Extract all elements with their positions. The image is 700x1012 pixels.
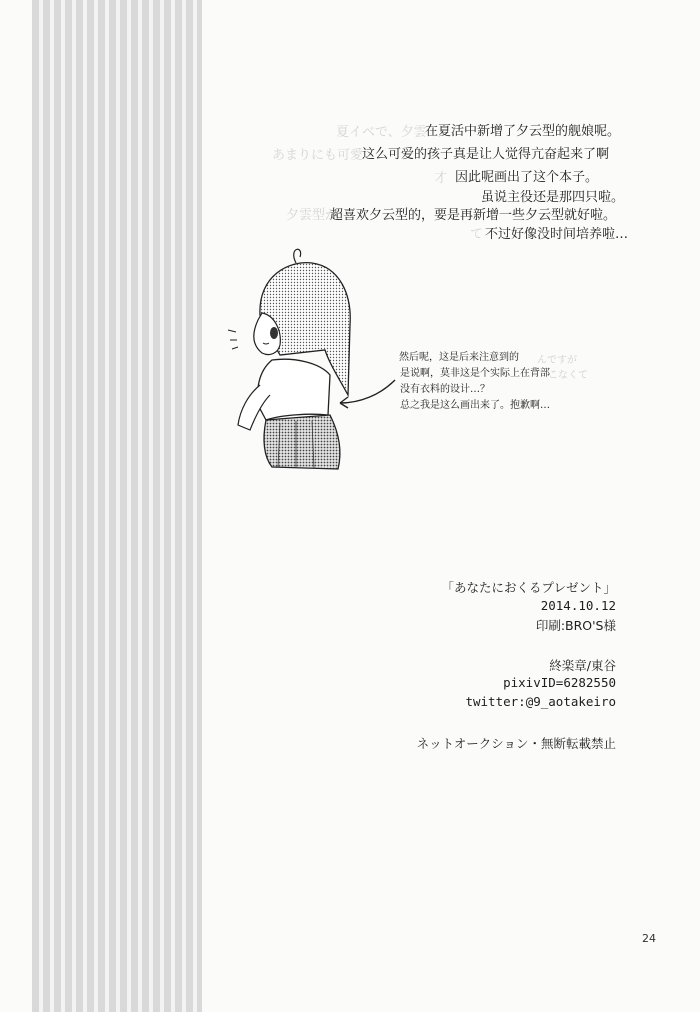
annotation-faint-1: んですが xyxy=(537,355,577,366)
afterword-line-4: 虽说主役还是那四只啦。 xyxy=(481,190,625,205)
decorative-stripe-band xyxy=(32,0,202,1012)
page-number: 24 xyxy=(642,932,656,945)
publication-date: 2014.10.12 xyxy=(540,598,616,613)
chibi-character-illustration xyxy=(200,245,410,480)
annotation-faint-2: こなくて xyxy=(548,370,588,381)
annotation-line-1: 然后呢，这是后来注意到的 xyxy=(399,352,519,363)
faint-jp-line-2: あまりにも可愛 xyxy=(272,148,364,163)
afterword-line-1: 在夏活中新增了夕云型的舰娘呢。 xyxy=(425,124,621,139)
faint-jp-line-1: 夏イベで、夕雲 xyxy=(336,125,427,140)
afterword-line-6: 不过好像没时间培养啦… xyxy=(485,227,629,242)
faint-jp-line-3: 才 xyxy=(434,171,448,186)
afterword-line-2: 这么可爱的孩子真是让人觉得亢奋起来了啊 xyxy=(362,147,610,162)
afterword-line-5: 超喜欢夕云型的，要是再新增一些夕云型就好啦。 xyxy=(330,208,617,223)
circle-author: 終楽章/東谷 xyxy=(549,658,616,673)
faint-jp-line-4: 夕雲型が xyxy=(286,208,339,223)
afterword-line-3: 因此呢画出了这个本子。 xyxy=(455,170,599,185)
annotation-line-4: 总之我是这么画出来了。抱歉啊… xyxy=(400,400,550,411)
annotation-line-3: 没有衣料的设计…？ xyxy=(400,384,490,395)
book-title: 「あなたにおくるプレゼント」 xyxy=(441,580,616,595)
faint-jp-line-5: て xyxy=(470,227,484,242)
annotation-line-2: 是说啊，莫非这是个实际上在背部 xyxy=(400,368,550,379)
printer-credit: 印刷:BRO'S様 xyxy=(535,618,616,633)
pixiv-id: pixivID=6282550 xyxy=(503,675,616,690)
reprint-notice: ネットオークション・無断転載禁止 xyxy=(416,736,616,751)
twitter-handle: twitter:@9_aotakeiro xyxy=(465,694,616,709)
